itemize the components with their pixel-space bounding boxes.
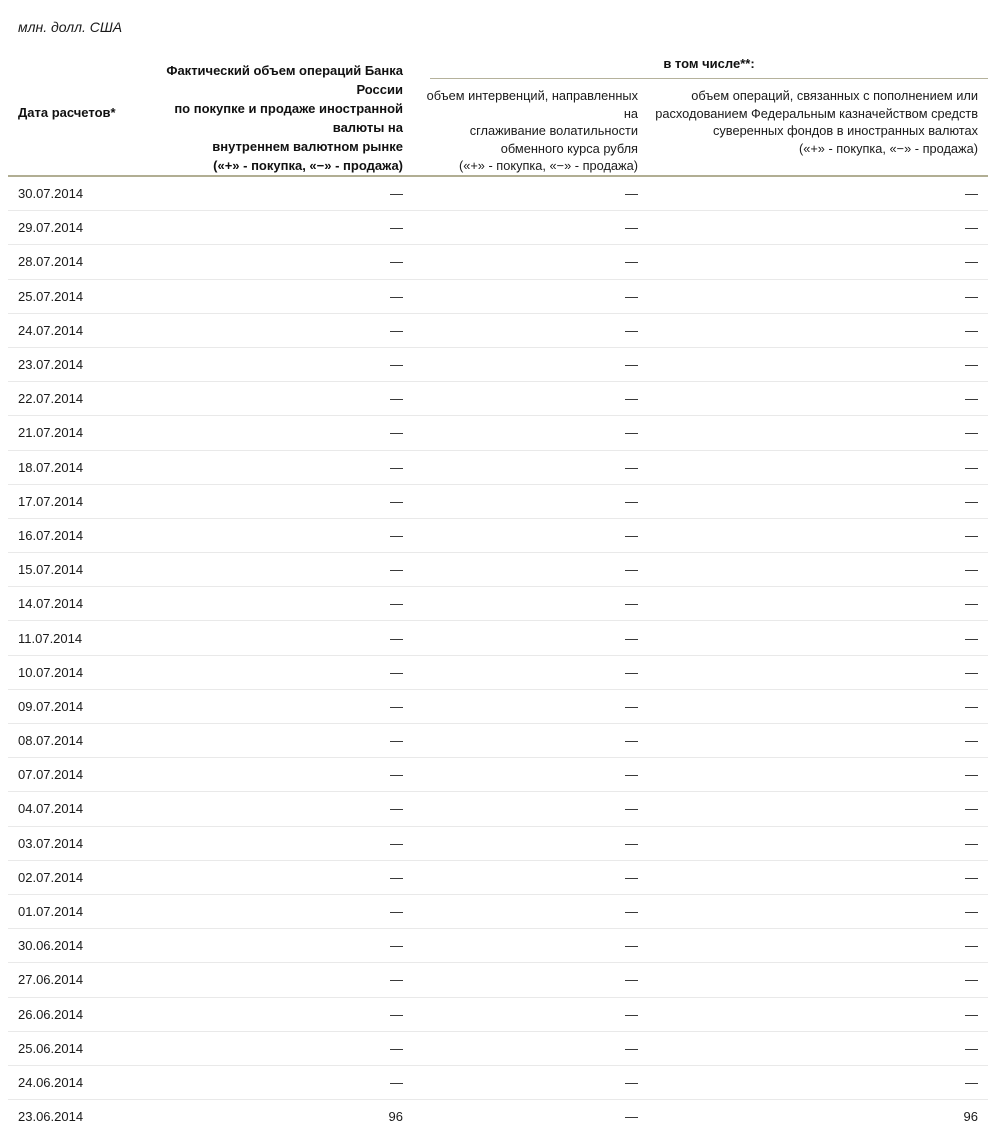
table-row — [8, 1032, 988, 1066]
total-cell: — — [390, 596, 403, 612]
total-cell: — — [390, 562, 403, 578]
table-row — [8, 895, 988, 929]
date-cell: 26.06.2014 — [18, 1006, 84, 1022]
table-row — [8, 314, 988, 348]
unit-label: млн. долл. США — [18, 19, 123, 35]
table-row — [8, 1066, 988, 1100]
table-row — [8, 485, 988, 519]
interventions-cell: — — [625, 493, 638, 509]
total-cell: — — [390, 186, 403, 202]
total-cell: — — [390, 220, 403, 236]
interventions-cell: — — [625, 733, 638, 749]
table-row — [8, 656, 988, 690]
interventions-cell: — — [625, 527, 638, 543]
header-interventions — [413, 87, 648, 175]
table-row — [8, 416, 988, 450]
date-cell: 04.07.2014 — [18, 801, 84, 817]
table-row — [8, 724, 988, 758]
date-cell: 25.06.2014 — [18, 1040, 84, 1056]
date-cell: 10.07.2014 — [18, 664, 84, 680]
interventions-cell: — — [625, 254, 638, 270]
header-group-label: в том числе**: — [430, 50, 988, 79]
date-cell: 18.07.2014 — [18, 459, 84, 475]
total-cell: — — [390, 972, 403, 988]
date-cell: 03.07.2014 — [18, 835, 84, 851]
date-cell: 27.06.2014 — [18, 972, 84, 988]
treasury-cell: — — [965, 1074, 978, 1090]
table-row — [8, 758, 988, 792]
header-total — [130, 50, 413, 175]
table-row — [8, 382, 988, 416]
interventions-cell: — — [625, 869, 638, 885]
interventions-cell: — — [625, 1109, 638, 1122]
interventions-cell: — — [625, 288, 638, 304]
date-cell: 17.07.2014 — [18, 493, 84, 509]
date-cell: 23.07.2014 — [18, 357, 84, 373]
table-row — [8, 177, 988, 211]
treasury-cell: — — [965, 733, 978, 749]
date-cell: 11.07.2014 — [18, 630, 83, 646]
header-group-columns — [413, 79, 988, 175]
table-body — [8, 177, 988, 1122]
treasury-cell: — — [965, 938, 978, 954]
total-cell: — — [390, 698, 403, 714]
header-treasury — [648, 87, 988, 175]
total-cell: — — [390, 391, 403, 407]
interventions-cell: — — [625, 459, 638, 475]
treasury-cell: — — [965, 288, 978, 304]
interventions-cell: — — [625, 698, 638, 714]
treasury-cell: — — [965, 1040, 978, 1056]
date-cell: 29.07.2014 — [18, 220, 84, 236]
interventions-cell: — — [625, 1074, 638, 1090]
treasury-cell: — — [965, 904, 978, 920]
total-cell: — — [390, 493, 403, 509]
treasury-cell: — — [965, 1006, 978, 1022]
table-row — [8, 1100, 988, 1122]
treasury-cell: — — [965, 664, 978, 680]
treasury-cell: — — [965, 869, 978, 885]
interventions-cell: — — [625, 1040, 638, 1056]
table-row — [8, 792, 988, 826]
header-total-line: Фактический объем операций Банка России — [166, 63, 403, 97]
total-cell: — — [390, 1006, 403, 1022]
date-cell: 21.07.2014 — [18, 425, 84, 441]
date-cell: 30.06.2014 — [18, 938, 84, 954]
interventions-cell: — — [625, 562, 638, 578]
table-header — [8, 50, 988, 177]
total-cell: — — [390, 1074, 403, 1090]
date-cell: 24.07.2014 — [18, 322, 84, 338]
interventions-cell: — — [625, 220, 638, 236]
header-interventions-line: («+» - покупка, «−» - продажа) — [458, 158, 638, 173]
table-row — [8, 998, 988, 1032]
interventions-cell: — — [625, 835, 638, 851]
total-cell: — — [390, 664, 403, 680]
total-cell: — — [390, 459, 403, 475]
date-cell: 23.06.2014 — [18, 1109, 84, 1122]
table-row — [8, 621, 988, 655]
interventions-cell: — — [625, 904, 638, 920]
total-cell: — — [390, 288, 403, 304]
interventions-cell: — — [625, 801, 638, 817]
treasury-cell: — — [965, 425, 978, 441]
total-cell: — — [390, 630, 403, 646]
total-cell: — — [390, 425, 403, 441]
table-row — [8, 451, 988, 485]
treasury-cell: — — [965, 630, 978, 646]
date-cell: 07.07.2014 — [18, 767, 84, 783]
header-treasury-line: («+» - покупка, «−» - продажа) — [798, 140, 978, 156]
header-total-line: по покупке и продаже иностранной валюты на — [174, 101, 403, 135]
treasury-cell: — — [965, 972, 978, 988]
total-cell: — — [390, 357, 403, 373]
treasury-cell: — — [965, 527, 978, 543]
header-interventions-line: обменного курса рубля — [500, 140, 638, 156]
total-cell: — — [390, 835, 403, 851]
date-cell: 09.07.2014 — [18, 698, 84, 714]
interventions-cell: — — [625, 767, 638, 783]
date-cell: 24.06.2014 — [18, 1074, 84, 1090]
treasury-cell: — — [965, 562, 978, 578]
total-cell: 96 — [388, 1109, 403, 1122]
total-cell: — — [390, 801, 403, 817]
table-row — [8, 245, 988, 279]
interventions-cell: — — [625, 322, 638, 338]
interventions-cell: — — [625, 596, 638, 612]
header-total-line: («+» - покупка, «−» - продажа) — [213, 158, 403, 173]
treasury-cell: — — [965, 322, 978, 338]
treasury-cell: 96 — [963, 1109, 978, 1122]
total-cell: — — [390, 733, 403, 749]
interventions-cell: — — [625, 425, 638, 441]
total-cell: — — [390, 322, 403, 338]
table-row — [8, 929, 988, 963]
date-cell: 02.07.2014 — [18, 869, 84, 885]
table-row — [8, 519, 988, 553]
total-cell: — — [390, 904, 403, 920]
table-row — [8, 827, 988, 861]
table-row — [8, 211, 988, 245]
table-row — [8, 348, 988, 382]
header-interventions-line: объем интервенций, направленных на — [426, 88, 638, 121]
table-row — [8, 861, 988, 895]
header-treasury-line: расходованием Федеральным казначейством средств — [655, 105, 978, 121]
total-cell: — — [390, 869, 403, 885]
total-cell: — — [390, 527, 403, 543]
date-cell: 25.07.2014 — [18, 288, 84, 304]
treasury-cell: — — [965, 220, 978, 236]
treasury-cell: — — [965, 801, 978, 817]
table-row — [8, 280, 988, 314]
interventions-cell: — — [625, 972, 638, 988]
interventions-cell: — — [625, 1006, 638, 1022]
treasury-cell: — — [965, 391, 978, 407]
header-date: Дата расчетов* — [18, 105, 116, 120]
treasury-cell: — — [965, 698, 978, 714]
interventions-cell: — — [625, 664, 638, 680]
interventions-cell: — — [625, 391, 638, 407]
treasury-cell: — — [965, 357, 978, 373]
date-cell: 08.07.2014 — [18, 733, 84, 749]
interventions-cell: — — [625, 357, 638, 373]
header-group — [413, 50, 988, 175]
interventions-cell: — — [625, 938, 638, 954]
operations-table — [8, 50, 988, 1122]
date-cell: 30.07.2014 — [18, 186, 84, 202]
date-cell: 16.07.2014 — [18, 527, 84, 543]
table-row — [8, 587, 988, 621]
date-cell: 15.07.2014 — [18, 562, 84, 578]
treasury-cell: — — [965, 767, 978, 783]
total-cell: — — [390, 254, 403, 270]
date-cell: 22.07.2014 — [18, 391, 84, 407]
date-cell: 28.07.2014 — [18, 254, 84, 270]
total-cell: — — [390, 767, 403, 783]
date-cell: 01.07.2014 — [18, 904, 84, 920]
total-cell: — — [390, 1040, 403, 1056]
table-row — [8, 963, 988, 997]
treasury-cell: — — [965, 493, 978, 509]
header-treasury-line: объем операций, связанных с пополнением или — [691, 88, 978, 103]
header-interventions-line: сглаживание волатильности — [469, 123, 638, 138]
treasury-cell: — — [965, 254, 978, 270]
header-treasury-line: суверенных фондов в иностранных валютах — [713, 123, 978, 138]
table-row — [8, 690, 988, 724]
treasury-cell: — — [965, 459, 978, 475]
date-cell: 14.07.2014 — [18, 596, 84, 612]
treasury-cell: — — [965, 186, 978, 202]
treasury-cell: — — [965, 596, 978, 612]
interventions-cell: — — [625, 630, 638, 646]
header-total-line: внутреннем валютном рынке — [212, 139, 403, 154]
total-cell: — — [390, 938, 403, 954]
table-row — [8, 553, 988, 587]
treasury-cell: — — [965, 835, 978, 851]
interventions-cell: — — [625, 186, 638, 202]
